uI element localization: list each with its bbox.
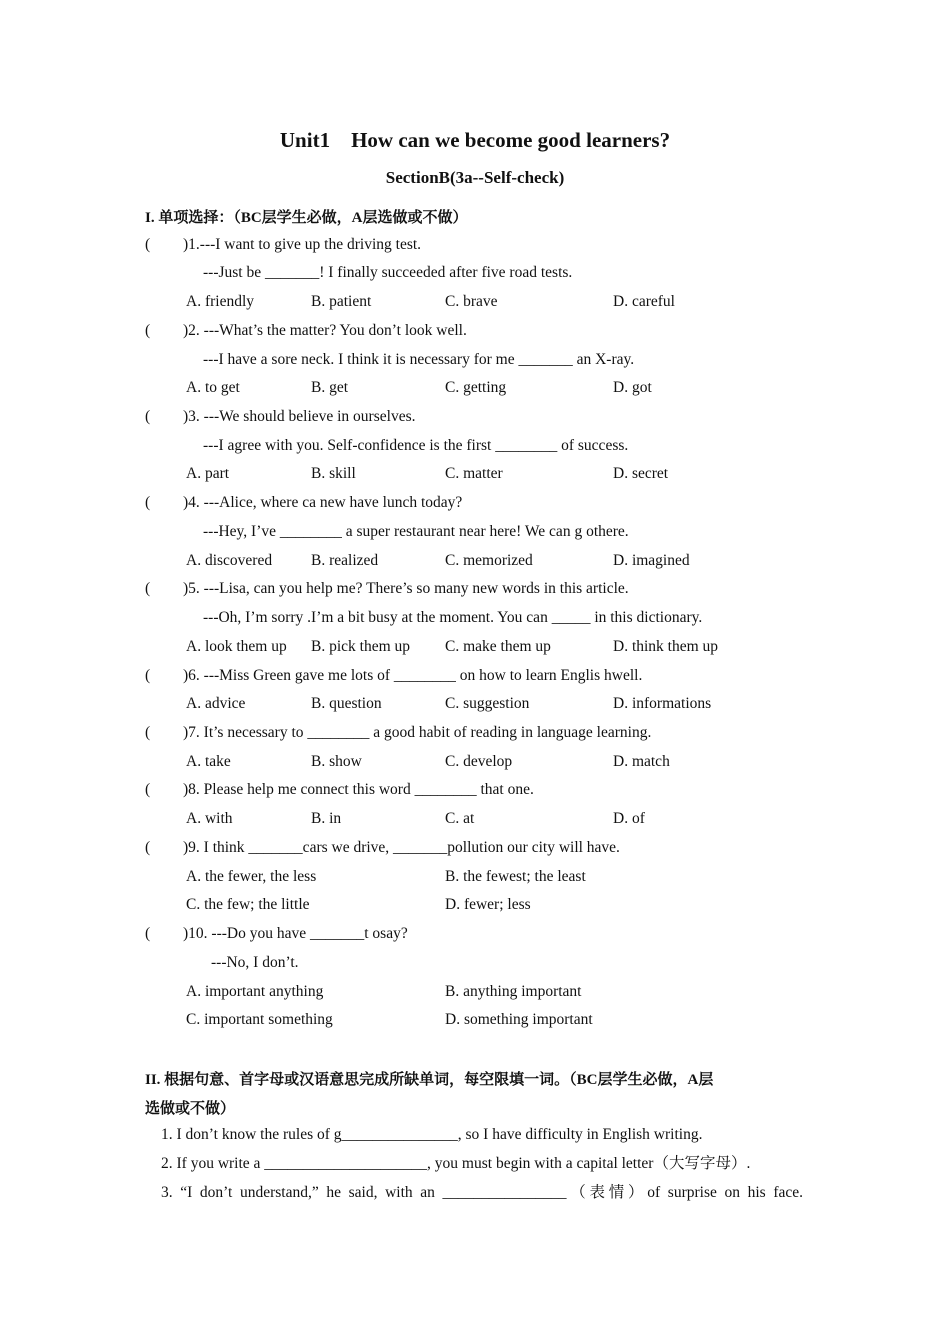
option-a: A. with (186, 810, 233, 827)
option-a: A. look them up (186, 638, 287, 655)
question-stem: )8. Please help me connect this word ________ that one. (183, 781, 534, 798)
option-d: D. careful (613, 293, 675, 310)
answer-paren: ( (145, 667, 151, 684)
option-d: D. something important (445, 1011, 593, 1028)
page-title: Unit1 How can we become good learners? (279, 128, 671, 152)
option-c: C. getting (445, 379, 507, 396)
option-b: B. the fewest; the least (445, 868, 586, 885)
question-stem: )10. ---Do you have _______t osay? (183, 925, 408, 942)
page-subtitle: SectionB(3a--Self-check) (385, 168, 565, 187)
option-a: A. take (186, 753, 231, 770)
answer-paren: ( (145, 925, 151, 942)
question-stem: )1.---I want to give up the driving test. (183, 236, 422, 253)
option-d: D. secret (613, 465, 669, 482)
option-a: A. discovered (186, 552, 273, 569)
question-reply: ---I have a sore neck. I think it is necessary for me _______ an X-ray. (203, 351, 635, 368)
option-a: A. friendly (186, 293, 255, 310)
answer-paren: ( (145, 781, 151, 798)
option-d: D. think them up (613, 638, 719, 655)
answer-paren: ( (145, 494, 151, 511)
option-c: C. develop (445, 753, 513, 770)
option-d: D. of (613, 810, 645, 827)
fill-sentence: 1. I don’t know the rules of g_______________, so I have difficulty in English writing. (161, 1126, 703, 1143)
option-c: C. brave (445, 293, 498, 310)
answer-paren: ( (145, 322, 151, 339)
question-reply: ---I agree with you. Self-confidence is the first ________ of success. (203, 437, 629, 454)
option-b: B. question (311, 695, 382, 712)
option-b: B. pick them up (311, 638, 411, 655)
option-a: A. part (186, 465, 230, 482)
option-d: D. match (613, 753, 670, 770)
option-c: C. important something (186, 1011, 333, 1028)
option-b: B. show (311, 753, 362, 770)
option-d: D. got (613, 379, 652, 396)
section-2-heading: II. 根据句意、首字母或汉语意思完成所缺单词，每空限填一词。（BC层学生必做，A层 (145, 1072, 714, 1088)
answer-paren: ( (145, 580, 151, 597)
option-d: D. informations (613, 695, 712, 712)
option-c: C. suggestion (445, 695, 530, 712)
question-stem: )7. It’s necessary to ________ a good habit of reading in language learning. (183, 724, 652, 741)
option-d: D. fewer; less (445, 896, 531, 913)
answer-paren: ( (145, 839, 151, 856)
question-reply: ---Hey, I’ve ________ a super restaurant near here! We can g othere. (203, 523, 629, 540)
option-b: B. anything important (445, 983, 582, 1000)
question-reply: ---No, I don’t. (211, 954, 299, 971)
question-stem: )5. ---Lisa, can you help me? There’s so many new words in this article. (183, 580, 629, 597)
section-2-heading-cont: 选做或不做） (145, 1101, 236, 1117)
option-c: C. at (445, 810, 475, 827)
question-stem: )6. ---Miss Green gave me lots of ________ on how to learn Englis hwell. (183, 667, 643, 684)
fill-sentence: 2. If you write a _____________________, you must begin with a capital letter（大写字母）. (161, 1155, 751, 1172)
question-stem: )4. ---Alice, where ca new have lunch today? (183, 494, 463, 511)
option-a: A. advice (186, 695, 246, 712)
fill-sentence: 3. “I don’t understand,” he said, with an ________________（表情）of surprise on his face. (161, 1184, 803, 1201)
option-c: C. the few; the little (186, 896, 310, 913)
question-stem: )2. ---What’s the matter? You don’t look well. (183, 322, 467, 339)
option-a: A. the fewer, the less (186, 868, 317, 885)
option-c: C. memorized (445, 552, 533, 569)
option-c: C. make them up (445, 638, 551, 655)
question-stem: )3. ---We should believe in ourselves. (183, 408, 416, 425)
question-reply: ---Oh, I’m sorry .I’m a bit busy at the moment. You can _____ in this dictionary. (203, 609, 703, 626)
question-stem: )9. I think _______cars we drive, _______pollution our city will have. (183, 839, 620, 856)
answer-paren: ( (145, 236, 151, 253)
option-b: B. get (311, 379, 349, 396)
option-a: A. to get (186, 379, 240, 396)
answer-paren: ( (145, 724, 151, 741)
option-c: C. matter (445, 465, 503, 482)
question-reply: ---Just be _______! I finally succeeded after five road tests. (203, 264, 573, 281)
answer-paren: ( (145, 408, 151, 425)
option-b: B. realized (311, 552, 379, 569)
option-d: D. imagined (613, 552, 690, 569)
option-b: B. in (311, 810, 342, 827)
option-a: A. important anything (186, 983, 324, 1000)
section-1-heading: I. 单项选择：（BC层学生必做，A层选做或不做） (145, 210, 468, 226)
option-b: B. skill (311, 465, 356, 482)
option-b: B. patient (311, 293, 372, 310)
